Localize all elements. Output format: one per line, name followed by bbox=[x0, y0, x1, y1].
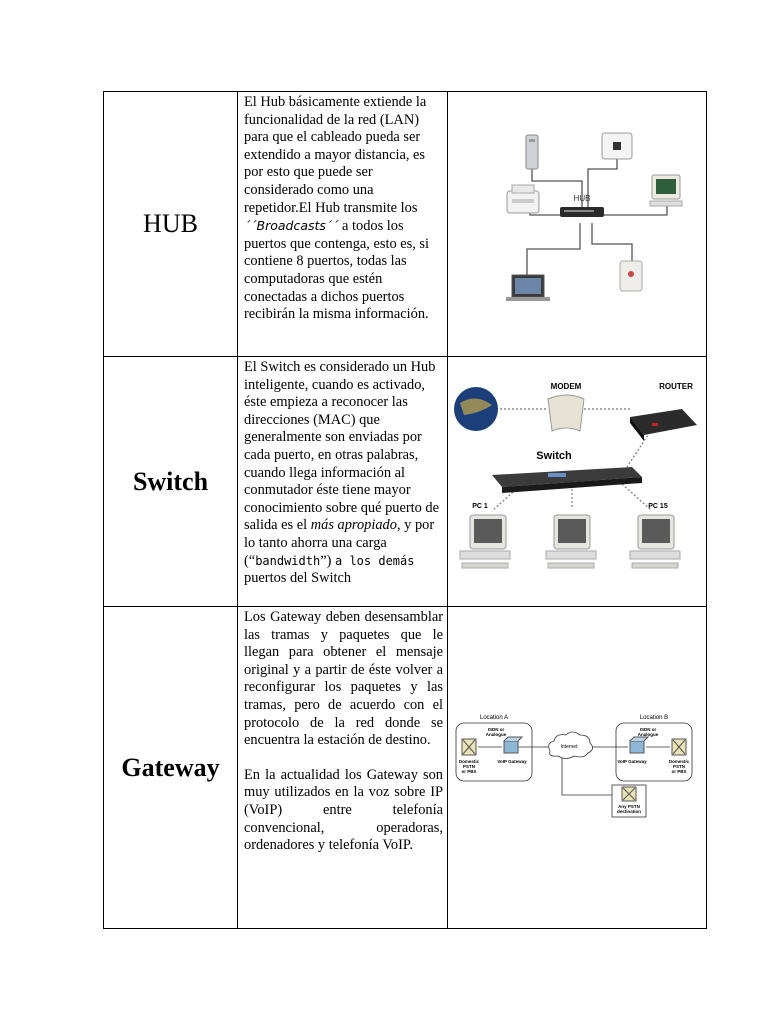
internet-label: Internet bbox=[560, 743, 578, 750]
analogue-label-a: Analogue bbox=[485, 731, 507, 737]
pc-last-label: PC 15 bbox=[648, 503, 668, 510]
description-hub-part1: El Hub básicamente extiende la funcionalidad de la red (LAN) para que el cableado pueda ser extendido a mayor distancia, es por esto que puede ser considerado como una repetidor.El Hub transmite los bbox=[244, 94, 427, 216]
modem-label: MODEM bbox=[550, 382, 582, 391]
bandwidth-term: bandwidth bbox=[255, 553, 321, 568]
any-pstn-label-line1: Any PSTN bbox=[618, 803, 640, 809]
hub-network-diagram bbox=[452, 129, 702, 319]
broadcasts-term: ´´Broadcasts´´ bbox=[244, 218, 339, 234]
name-cell-hub bbox=[104, 92, 238, 357]
description-switch-part2: , y por lo tanto ahorra una carga (“ bbox=[244, 517, 435, 569]
pstn-label-b-line1: Domestic bbox=[668, 758, 690, 764]
router-icon bbox=[630, 409, 697, 441]
description-gateway-paragraph-1: Los Gateway deben desensamblar las tramas y paquetes que le llegan para obtener el mensaje original y a partir de éste volver a reconfigurar los paquetes y las tramas, pero de acuerdo con el protocolo de la red donde se encuentra la estación de destino. bbox=[244, 609, 443, 749]
switch-label: Switch bbox=[536, 450, 572, 462]
device-name-switch: Switch bbox=[132, 466, 209, 496]
hub-label: HUB bbox=[573, 194, 591, 203]
pc-icon bbox=[630, 515, 680, 568]
analogue-label-b: Analogue bbox=[637, 731, 659, 737]
name-cell-switch bbox=[104, 357, 238, 607]
router-label: ROUTER bbox=[659, 382, 693, 391]
image-cell-gateway bbox=[448, 607, 707, 929]
table-row-hub bbox=[104, 92, 707, 357]
pstn-switch-icon bbox=[672, 739, 686, 755]
description-switch-part1: El Switch es considerado un Hub inteligente, cuando es activado, éste empieza a reconocer las direcciones (MAC) que generalmente son enviadas por cada puerto, en otras palabras, cuando llega información al conmutador éste tiene mayor conocimiento sobre qué puerto de salida es el bbox=[244, 359, 440, 534]
isdn-label-a: ISDN or bbox=[487, 726, 505, 732]
voip-gateway-icon bbox=[504, 737, 522, 753]
pstn-label-b-line3: or PBX bbox=[671, 768, 687, 774]
image-cell-hub bbox=[448, 92, 707, 357]
switch-network-diagram bbox=[452, 379, 702, 584]
pstn-switch-icon bbox=[462, 739, 476, 755]
pc-icon bbox=[546, 515, 596, 568]
mas-apropiado-term: más apropiado bbox=[310, 517, 397, 534]
description-cell-gateway bbox=[238, 607, 448, 929]
description-cell-switch bbox=[238, 357, 448, 607]
monitor-icon bbox=[650, 175, 682, 206]
description-hub bbox=[244, 94, 443, 324]
description-switch-part3: ”) bbox=[320, 552, 335, 569]
a-los-demas-term: a los demás bbox=[335, 553, 415, 568]
voip-gateway-label-a: VoIP Gateway bbox=[497, 758, 527, 764]
location-a-label: Location A bbox=[479, 714, 509, 721]
pstn-label-a-line2: PSTN bbox=[462, 763, 476, 769]
table-row-gateway bbox=[104, 607, 707, 929]
printer-icon bbox=[507, 185, 539, 213]
desktop-computer-icon bbox=[602, 133, 632, 159]
gateway-voip-diagram bbox=[452, 713, 702, 823]
isdn-label-b: ISDN or bbox=[639, 726, 657, 732]
description-gateway-paragraph-2: En la actualidad los Gateway son muy utilizados en la voz sobre IP (VoIP) entre telefonía convencional, operadoras, ordenadores y telefonía VoIP. bbox=[244, 766, 443, 854]
table-row-switch bbox=[104, 357, 707, 607]
description-hub-part2: a todos los puertos que contenga, esto es, si contiene 8 puertos, todas las computadoras que estén conectadas a dichos puertos recibirán la misma información. bbox=[244, 218, 430, 323]
image-cell-switch bbox=[448, 357, 707, 607]
hub-device-icon bbox=[560, 207, 604, 217]
name-cell-gateway bbox=[104, 607, 238, 929]
device-table bbox=[103, 91, 707, 929]
modem-icon bbox=[548, 395, 584, 431]
laptop-icon bbox=[506, 275, 550, 301]
voip-gateway-label-b: VoIP Gateway bbox=[617, 758, 647, 764]
description-switch bbox=[244, 359, 443, 588]
any-pstn-label-line2: destination bbox=[616, 808, 642, 814]
switch-device-icon bbox=[492, 467, 642, 493]
pc-icon bbox=[460, 515, 510, 568]
globe-icon bbox=[454, 387, 498, 431]
description-cell-hub bbox=[238, 92, 448, 357]
location-b-label: Location B bbox=[639, 714, 669, 721]
router-device-icon bbox=[620, 261, 642, 291]
device-name-hub: HUB bbox=[143, 209, 198, 238]
pc-first-label: PC 1 bbox=[472, 503, 488, 510]
pstn-label-a-line3: or PBX bbox=[461, 768, 477, 774]
pstn-label-a-line1: Domestic bbox=[458, 758, 480, 764]
description-switch-part4: puertos del Switch bbox=[244, 570, 352, 587]
device-name-gateway: Gateway bbox=[121, 752, 220, 782]
tower-computer-icon bbox=[526, 135, 538, 169]
pstn-label-b-line2: PSTN bbox=[672, 763, 686, 769]
voip-gateway-icon bbox=[630, 737, 648, 753]
